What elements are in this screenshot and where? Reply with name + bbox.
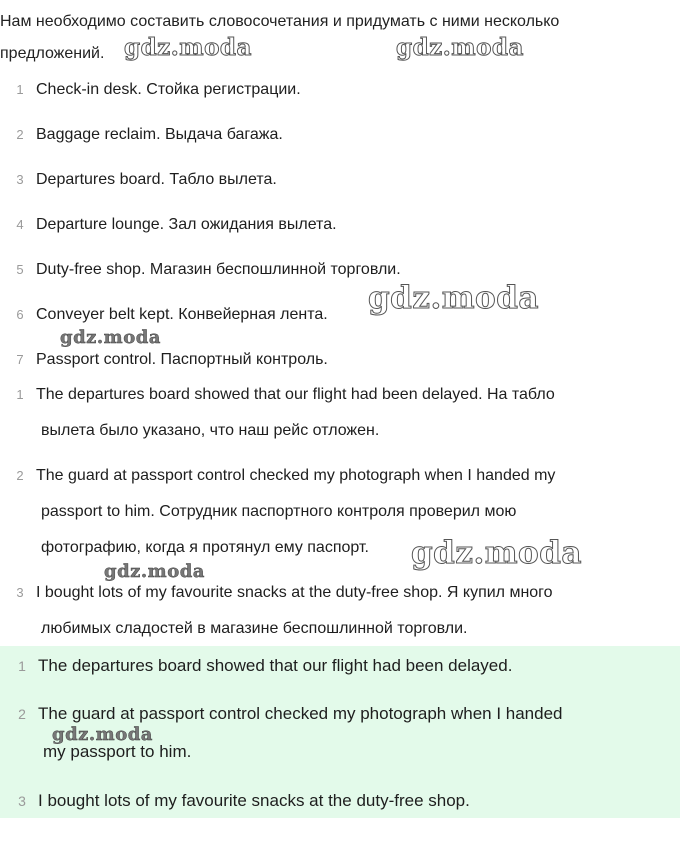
intro-line-1: Нам необходимо составить словосочетания и придумать с ними несколько bbox=[0, 13, 560, 30]
item-number: 4 bbox=[16, 217, 24, 232]
watermark-logo: gdz.moda bbox=[411, 535, 582, 571]
item-number: 2 bbox=[18, 706, 26, 722]
item-number: 3 bbox=[16, 585, 24, 600]
item-text bbox=[36, 377, 668, 449]
item-line: The guard at passport control checked my photograph when I handed my bbox=[36, 467, 556, 484]
item-line: The guard at passport control checked my photograph when I handed bbox=[38, 704, 563, 723]
item-text: Check-in desk. Стойка регистрации. bbox=[36, 81, 301, 98]
item-number: 2 bbox=[16, 127, 24, 142]
item-number: 1 bbox=[16, 387, 24, 402]
watermark-logo: gdz.moda bbox=[60, 327, 161, 348]
item-number: 2 bbox=[16, 468, 24, 483]
item-text bbox=[38, 647, 668, 685]
item-number: 6 bbox=[16, 307, 24, 322]
intro-text bbox=[0, 6, 676, 70]
watermark-logo: gdz.moda bbox=[368, 280, 539, 316]
item-number: 5 bbox=[16, 262, 24, 277]
item-text: Passport control. Паспортный контроль. bbox=[36, 351, 328, 368]
item-text bbox=[38, 782, 668, 820]
item-number: 1 bbox=[16, 82, 24, 97]
intro-line-2: предложений. bbox=[0, 45, 105, 62]
item-text: Departure lounge. Зал ожидания вылета. bbox=[36, 216, 337, 233]
item-number: 1 bbox=[18, 658, 26, 674]
item-line: фотографию, когда я протянул ему паспорт. bbox=[41, 539, 369, 556]
item-text: Baggage reclaim. Выдача багажа. bbox=[36, 126, 283, 143]
item-line: I bought lots of my favourite snacks at the duty-free shop. Я купил много bbox=[36, 584, 553, 601]
item-line: passport to him. Сотрудник паспортного контроля проверил мою bbox=[41, 503, 517, 520]
item-line: I bought lots of my favourite snacks at the duty-free shop. bbox=[38, 791, 470, 810]
item-line: The departures board showed that our flight had been delayed. На табло bbox=[36, 386, 555, 403]
watermark-logo: gdz.moda bbox=[104, 561, 205, 582]
item-number: 3 bbox=[16, 172, 24, 187]
item-line: любимых сладостей в магазине беспошлинной торговли. bbox=[41, 620, 468, 637]
item-text: Departures board. Табло вылета. bbox=[36, 171, 277, 188]
watermark-logo: gdz.moda bbox=[124, 34, 252, 61]
item-text: Duty-free shop. Магазин беспошлинной торговли. bbox=[36, 261, 401, 278]
item-number: 7 bbox=[16, 352, 24, 367]
item-line: my passport to him. bbox=[43, 742, 192, 761]
item-number: 3 bbox=[18, 793, 26, 809]
watermark-logo: gdz.moda bbox=[396, 34, 524, 61]
item-text bbox=[36, 575, 668, 647]
watermark-logo: gdz.moda bbox=[52, 724, 153, 745]
item-line: The departures board showed that our flight had been delayed. bbox=[38, 656, 513, 675]
item-line: вылета было указано, что наш рейс отложен. bbox=[41, 422, 380, 439]
item-text: Conveyer belt kept. Конвейерная лента. bbox=[36, 306, 328, 323]
